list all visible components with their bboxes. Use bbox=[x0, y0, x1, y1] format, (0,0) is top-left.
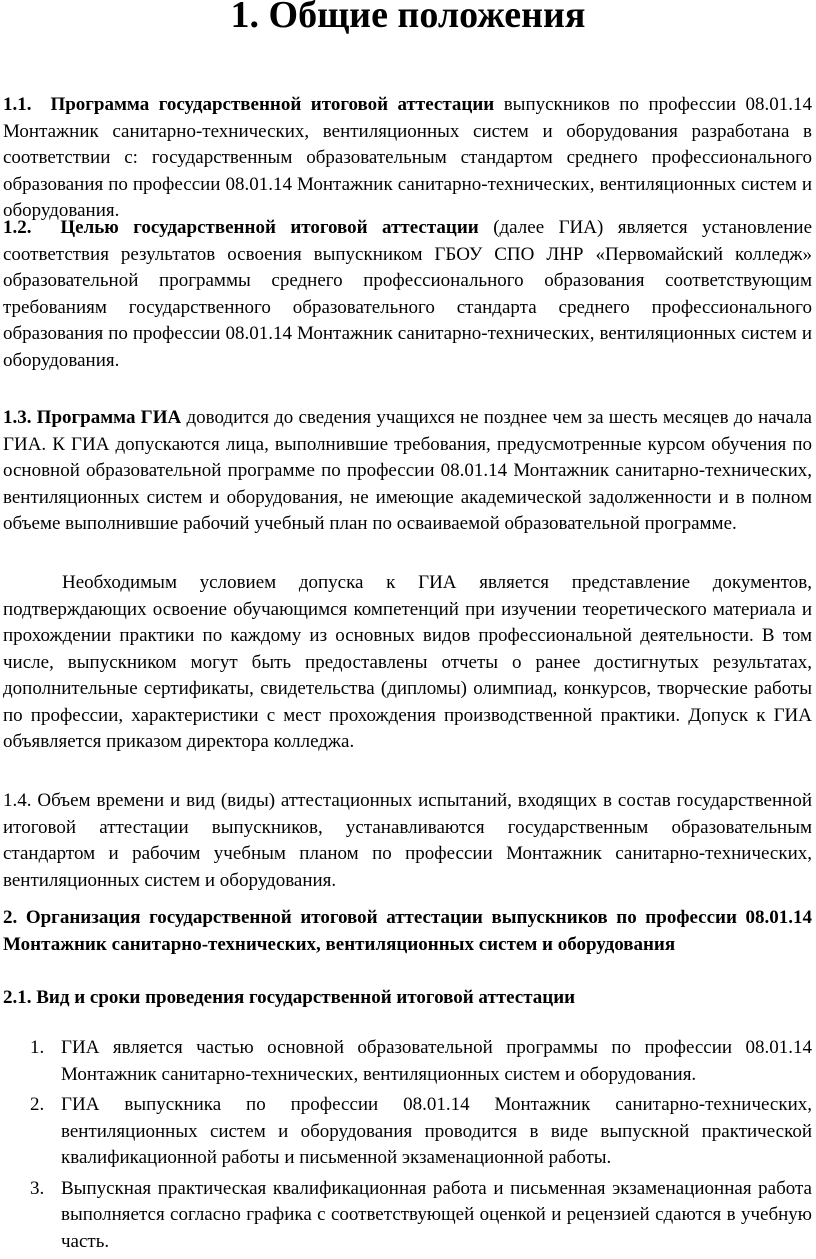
section-1-2-text: (далее ГИА) является установление соответствия результатов освоения выпускником ГБОУ СПО ЛНР «Первомайский колледж» образовательной программы среднего профессионального образования соответствующим требованиям государственного образовательного стандарта среднего профессионального образования по профессии 08.01.14 Монтажник санитарно-технических, вентиляционных систем и оборудования. bbox=[3, 217, 813, 371]
list-item-text: ГИА выпускника по профессии 08.01.14 Монтажник санитарно-технических, вентиляционных систем и оборудования проводится в виде выпускной практической квалификационной работы и письменной экзаменационной работы. bbox=[61, 1094, 812, 1168]
section-2-1-heading: 2.1. Вид и сроки проведения государственной итоговой аттестации bbox=[3, 987, 576, 1008]
section-2-1-heading-block bbox=[3, 985, 812, 1012]
list-item-text: Выпускная практическая квалификационная работа и письменная экзаменационная работа выполняется согласно графика с соответствующей оценкой и рецензией сдаются в учебную часть. bbox=[61, 1177, 812, 1252]
section-1-3-paragraph bbox=[3, 405, 812, 538]
list-item bbox=[3, 1176, 812, 1256]
section-1-3 bbox=[3, 405, 812, 538]
section-1-2 bbox=[3, 215, 812, 374]
section-1-3-text: доводится до сведения учащихся не позднее чем за шесть месяцев до начала ГИА. К ГИА допускаются лица, выполнившие требования, предусмотренные курсом обучения по основной образовательной программе по профессии 08.01.14 Монтажник санитарно-технических, вентиляционных систем и оборудования, не имеющие академической задолженности и в полном объеме выполнившие рабочий учебный план по осваиваемой образовательной программе. bbox=[3, 407, 812, 534]
section-1-1-text: выпускников по профессии 08.01.14 Монтажник санитарно-технических, вентиляционных систем и оборудования разработана в соответствии с: государственным образовательным стандартом среднего профессионального образования по профессии 08.01.14 Монтажник санитарно-технических, вентиляционных систем и оборудования. bbox=[3, 94, 812, 221]
list-item-number: 1. bbox=[30, 1037, 45, 1058]
list-item bbox=[3, 1092, 812, 1172]
section-1-title: 1. Общие положения bbox=[230, 0, 586, 36]
section-2-heading: 2. Организация государственной итоговой аттестации выпускников по профессии 08.01.14 Монтажник санитарно-технических, вентиляционных систем и оборудования bbox=[3, 907, 812, 955]
requirements-list-block bbox=[3, 1035, 812, 1259]
admission-paragraph: Необходимым условием допуска к ГИА является представление документов, подтверждающих освоение обучающимся компетенций при изучении теоретического материала и прохождении практики по каждому из основных видов профессиональной деятельности. В том числе, выпускником могут быть предоставлены отчеты о ранее достигнутых результатах, дополнительные сертификаты, свидетельства (дипломы) олимпиад, конкурсов, творческие работы по профессии, характеристики с мест прохождения производственной практики. Допуск к ГИА объявляется приказом директора колледжа. bbox=[3, 572, 812, 752]
section-1-2-number: 1.2. bbox=[3, 217, 32, 238]
section-2-heading-block bbox=[3, 905, 812, 958]
admission-paragraph-block bbox=[3, 570, 812, 756]
section-1-2-paragraph bbox=[3, 215, 812, 374]
list-item-number: 2. bbox=[30, 1094, 45, 1115]
section-1-3-bold: 1.3. Программа ГИА bbox=[3, 407, 182, 428]
section-1-4 bbox=[3, 788, 812, 894]
section-1-1 bbox=[3, 92, 812, 225]
section-1-1-number: 1.1. bbox=[3, 94, 32, 115]
list-item bbox=[3, 1035, 812, 1088]
requirements-list bbox=[3, 1035, 812, 1255]
list-item-number: 3. bbox=[30, 1177, 45, 1199]
list-item-text: ГИА является частью основной образовательной программы по профессии 08.01.14 Монтажник санитарно-технических, вентиляционных систем и оборудования. bbox=[61, 1037, 812, 1085]
section-1-1-bold: Программа государственной итоговой аттестации bbox=[50, 94, 495, 115]
section-1-1-paragraph bbox=[3, 92, 812, 225]
section-1-4-paragraph: 1.4. Объем времени и вид (виды) аттестационных испытаний, входящих в состав государственной итоговой аттестации выпускников, устанавливаются государственным образовательным стандартом и рабочим учебным планом по профессии Монтажник санитарно-технических, вентиляционных систем и оборудования. bbox=[3, 790, 812, 891]
section-1-2-bold: Целью государственной итоговой аттестации bbox=[60, 217, 479, 238]
